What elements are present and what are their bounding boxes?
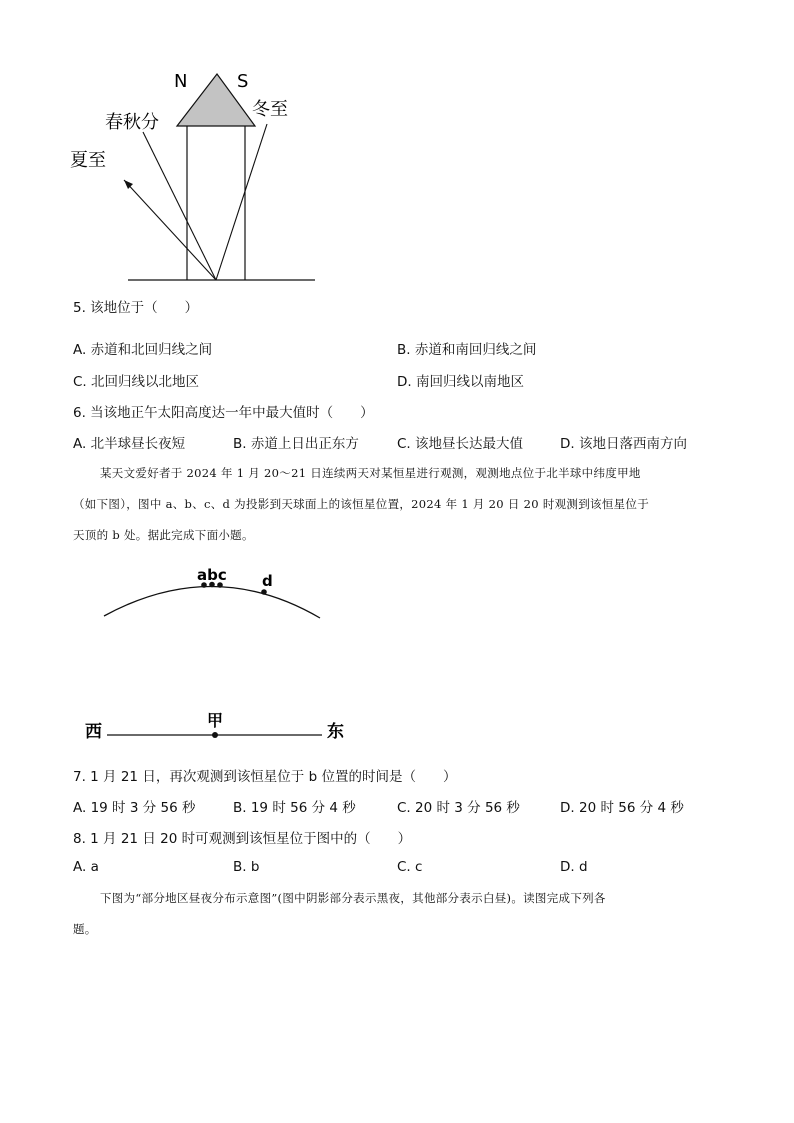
- winter-solstice-label: 冬至: [252, 99, 288, 120]
- equinox-label: 春秋分: [105, 112, 159, 133]
- summer-solstice-label: 夏至: [70, 150, 106, 171]
- q6-option-b[interactable]: B. 赤道上日出正东方: [233, 436, 359, 452]
- equinox-ray: [143, 132, 216, 280]
- summer-solstice-ray: [124, 180, 216, 280]
- north-label: N: [174, 71, 188, 92]
- winter-solstice-ray: [216, 124, 267, 280]
- west-label: 西: [85, 722, 102, 742]
- q8-option-b[interactable]: B. b: [233, 859, 260, 875]
- q5-option-b[interactable]: B. 赤道和南回归线之间: [397, 342, 537, 358]
- q8-option-d[interactable]: D. d: [560, 859, 588, 875]
- q6-option-c[interactable]: C. 该地昼长达最大值: [397, 436, 524, 452]
- observation-site-point: [212, 732, 218, 738]
- passage3-line-1: 下图为“部分地区昼夜分布示意图”(图中阴影部分表示黑夜，其他部分表示白昼)。读图完成下列各: [100, 891, 606, 905]
- q6-option-d[interactable]: D. 该地日落西南方向: [560, 436, 687, 452]
- label-d: d: [262, 572, 273, 590]
- q5-option-a[interactable]: A. 赤道和北回归线之间: [73, 342, 213, 358]
- passage3-line-2: 题。: [73, 922, 97, 936]
- q8-option-a[interactable]: A. a: [73, 859, 99, 875]
- q6-stem: 6. 当该地正午太阳高度达一年中最大值时（ ）: [73, 405, 374, 421]
- q6-option-a[interactable]: A. 北半球昼长夜短: [73, 436, 186, 452]
- q8-option-c[interactable]: C. c: [397, 859, 423, 875]
- q7-option-a[interactable]: A. 19 时 3 分 56 秒: [73, 800, 196, 816]
- q8-stem: 8. 1 月 21 日 20 时可观测到该恒星位于图中的（ ）: [73, 831, 412, 847]
- south-label: S: [237, 71, 249, 92]
- q7-option-d[interactable]: D. 20 时 56 分 4 秒: [560, 800, 684, 816]
- q7-option-c[interactable]: C. 20 时 3 分 56 秒: [397, 800, 520, 816]
- celestial-sphere-diagram: [80, 560, 360, 750]
- passage2-line-1: 某天文爱好者于 2024 年 1 月 20～21 日连续两天对某恒星进行观测，观测地点位于北半球中纬度甲地: [100, 466, 641, 480]
- sun-angle-diagram: [60, 62, 330, 287]
- passage2-line-2: （如下图），图中 a、b、c、d 为投影到天球面上的该恒星位置，2024 年 1 月 20 日 20 时观测到该恒星位于: [73, 497, 650, 511]
- label-abc: abc: [197, 566, 227, 584]
- q5-option-d[interactable]: D. 南回归线以南地区: [397, 374, 524, 390]
- site-label: 甲: [207, 711, 224, 730]
- q5-option-c[interactable]: C. 北回归线以北地区: [73, 374, 200, 390]
- q7-option-b[interactable]: B. 19 时 56 分 4 秒: [233, 800, 356, 816]
- east-label: 东: [327, 722, 344, 742]
- passage2-line-3: 天顶的 b 处。据此完成下面小题。: [73, 528, 254, 542]
- q5-stem: 5. 该地位于（ ）: [73, 300, 199, 316]
- celestial-arc: [104, 586, 320, 618]
- point-d: [261, 589, 267, 595]
- q7-stem: 7. 1 月 21 日，再次观测到该恒星位于 b 位置的时间是（ ）: [73, 769, 457, 785]
